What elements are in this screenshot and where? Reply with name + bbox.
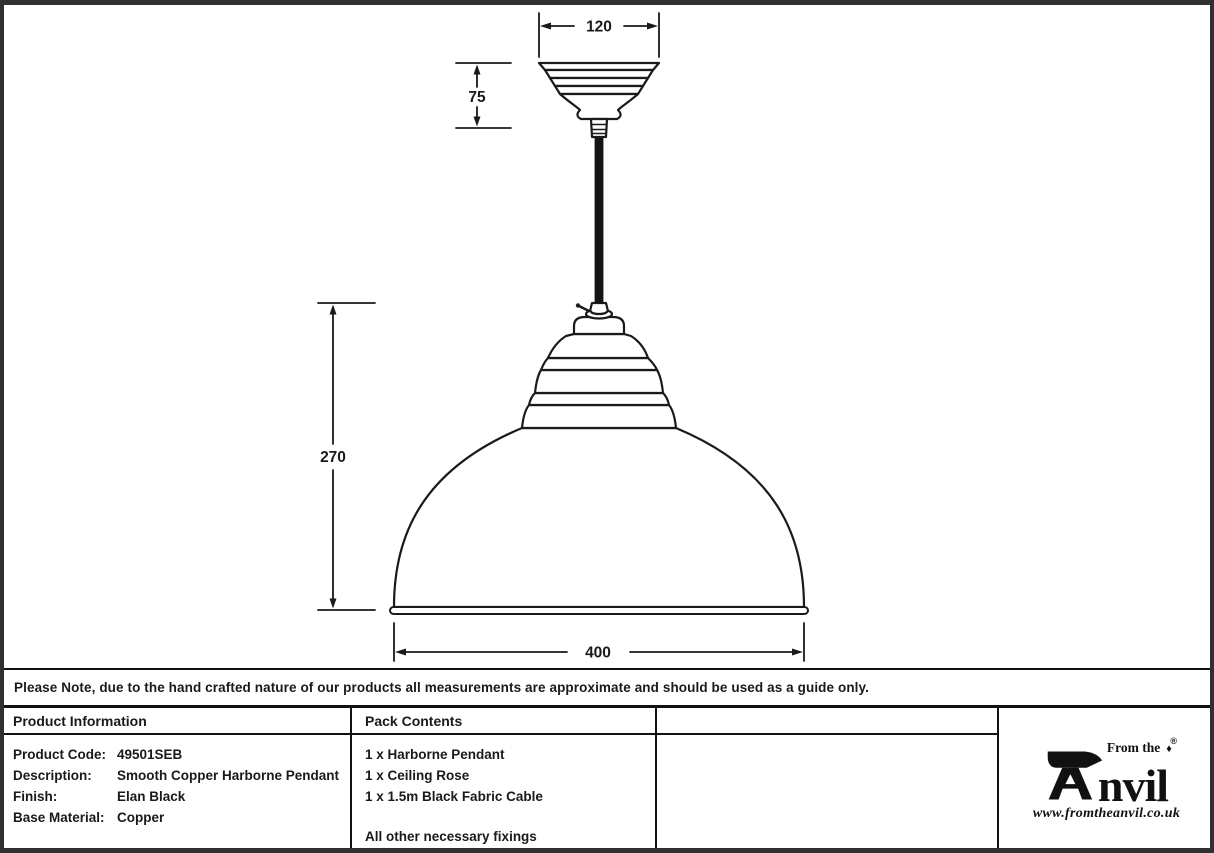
pack-contents-footer: All other necessary fixings — [365, 829, 537, 844]
product-code-value: 49501SEB — [117, 747, 183, 762]
base-material-row — [13, 807, 340, 828]
product-information-body — [0, 735, 350, 828]
registered-trademark: ® — [1170, 736, 1178, 746]
diamond-icon: ♦ — [1166, 743, 1172, 755]
pack-item: 1 x 1.5m Black Fabric Cable — [365, 789, 543, 804]
pack-contents-header: Pack Contents — [352, 708, 655, 735]
base-material-label: Base Material: — [13, 810, 105, 825]
info-table — [0, 705, 1214, 853]
brand-website: www.fromtheanvil.co.uk — [1032, 806, 1181, 821]
finish-row — [13, 786, 340, 807]
measurement-note — [0, 668, 1214, 705]
pack-item: 1 x Ceiling Rose — [365, 768, 470, 783]
description-value: Smooth Copper Harborne Pendant — [117, 768, 340, 783]
product-code-row — [13, 744, 340, 765]
pack-contents-column — [350, 708, 655, 853]
empty-column-body — [657, 735, 997, 744]
ceiling-rose — [539, 63, 659, 137]
dim-label-rose-height: 75 — [468, 89, 486, 106]
empty-column-header — [657, 708, 997, 735]
brand-column — [997, 708, 1214, 853]
pack-contents-body — [352, 735, 655, 847]
pendant-shade-outline — [390, 428, 808, 614]
dim-label-shade-width: 400 — [585, 644, 611, 662]
description-label: Description: — [13, 768, 92, 783]
logo-main — [1045, 736, 1178, 812]
base-material-value: Copper — [117, 810, 165, 825]
empty-column — [655, 708, 997, 853]
dim-label-rose-width: 120 — [586, 18, 612, 36]
finish-value: Elan Black — [117, 789, 186, 804]
dim-label-pendant-height: 270 — [320, 449, 346, 466]
brand-prefix: From the ♦ — [1106, 740, 1172, 755]
product-information-column — [0, 708, 350, 853]
finish-label: Finish: — [13, 789, 58, 804]
cable-grip-nut — [576, 303, 612, 319]
product-code-label: Product Code: — [13, 747, 106, 762]
description-row — [13, 765, 340, 786]
pendant-gallery — [522, 317, 676, 428]
from-the-anvil-logo — [1032, 736, 1181, 822]
brand-wordmark: nvil — [1097, 760, 1169, 812]
fabric-cable — [595, 137, 604, 303]
anvil-icon — [1045, 745, 1103, 805]
measurement-note-text: Please Note, due to the hand crafted nature of our products all measurements are approximate and should be used as a guide only. — [14, 680, 869, 695]
product-information-header: Product Information — [0, 708, 350, 735]
pack-item: 1 x Harborne Pendant — [365, 747, 505, 762]
